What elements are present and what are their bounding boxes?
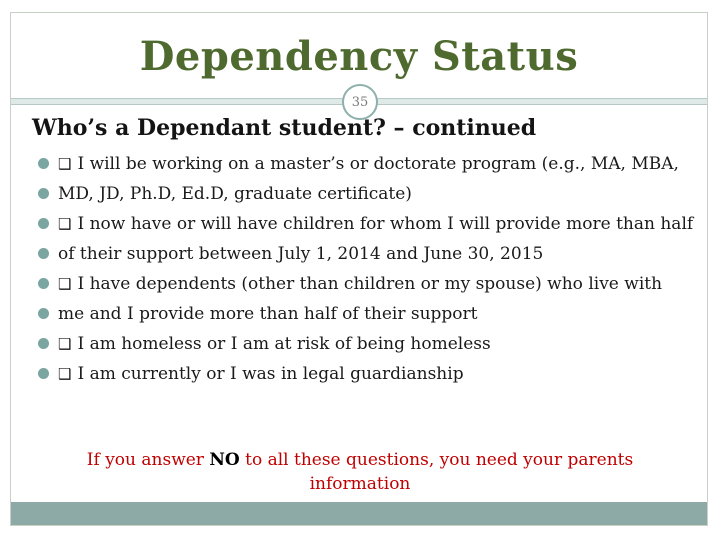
bullet-list bbox=[38, 153, 698, 393]
checkbox-icon: ❑ bbox=[58, 215, 72, 233]
list-item-text: I will be working on a master’s or doctorate program (e.g., MA, MBA, bbox=[77, 154, 679, 174]
slide-subtitle: Who’s a Dependant student? – continued bbox=[32, 115, 537, 141]
checkbox-icon: ❑ bbox=[58, 335, 72, 353]
bullet-dot-icon bbox=[38, 308, 49, 319]
note-emphasis: NO bbox=[209, 450, 240, 470]
checkbox-icon: ❑ bbox=[58, 155, 72, 173]
list-item-text: I have dependents (other than children or my spouse) who live with bbox=[77, 274, 663, 294]
footer-note bbox=[60, 448, 660, 496]
bullet-dot-icon bbox=[38, 338, 49, 349]
checkbox-icon: ❑ bbox=[58, 275, 72, 293]
bullet-dot-icon bbox=[38, 248, 49, 259]
list-item bbox=[38, 243, 698, 266]
bullet-dot-icon bbox=[38, 368, 49, 379]
bullet-dot-icon bbox=[38, 218, 49, 229]
list-item bbox=[38, 303, 698, 326]
list-item-text: I am homeless or I am at risk of being homeless bbox=[77, 334, 491, 354]
list-item bbox=[38, 183, 698, 206]
note-text-before: If you answer bbox=[86, 450, 204, 470]
page-number: 35 bbox=[351, 94, 369, 110]
list-item bbox=[38, 153, 698, 176]
bullet-dot-icon bbox=[38, 278, 49, 289]
list-item-text: me and I provide more than half of their support bbox=[58, 304, 478, 324]
list-item bbox=[38, 333, 698, 356]
checkbox-icon: ❑ bbox=[58, 365, 72, 383]
list-item bbox=[38, 273, 698, 296]
slide-title: Dependency Status bbox=[139, 33, 579, 80]
note-text-after: to all these questions, you need your parents information bbox=[245, 450, 634, 494]
list-item-text: I now have or will have children for whom I will provide more than half bbox=[77, 214, 694, 234]
bottom-accent-bar bbox=[11, 502, 707, 525]
bullet-dot-icon bbox=[38, 188, 49, 199]
list-item bbox=[38, 363, 698, 386]
list-item-text: of their support between July 1, 2014 and June 30, 2015 bbox=[58, 244, 544, 264]
list-item bbox=[38, 213, 698, 236]
list-item-text: MD, JD, Ph.D, Ed.D, graduate certificate) bbox=[58, 184, 412, 204]
list-item-text: I am currently or I was in legal guardianship bbox=[77, 364, 464, 384]
bullet-dot-icon bbox=[38, 158, 49, 169]
